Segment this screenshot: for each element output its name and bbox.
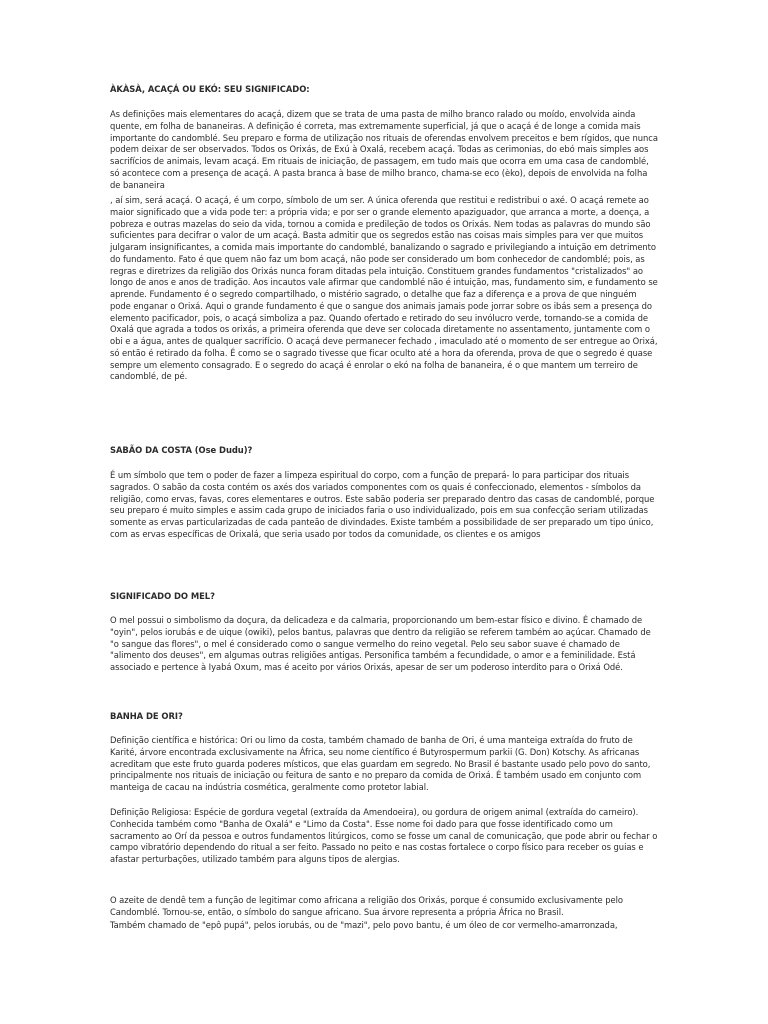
paragraph-ori-religiosa: Definição Religiosa: Espécie de gordura vegetal (extraída da Amendoeira), ou gordura de origem animal (extraída do carneiro). Conhecida também como "Banha de Oxalá" e "Limo da Costa". Esse nome foi dado para que fosse identificado como um sacramento ao Orí da pessoa e outros fundamentos litúrgicos, como se fosse um canal de comunicação, que pode abrir ou fechar o campo vibratório dependendo do ritual a ser feito. Passado no peito e nas costas fortalece o corpo físico para receber os guias e afastar perturbações, utilizado também para alguns tipos de alergias.: [110, 807, 658, 864]
paragraph-dende-intro: O azeite de dendê tem a função de legitimar como africana a religião dos Orixás, porque é consumido exclusivamente pelo Candomblé. Tornou-se, então, o símbolo do sangue africano. Sua árvore representa a própria África no Brasil.: [110, 895, 623, 917]
section-heading-sabao: SABÃO DA COSTA (Ose Dudu)?: [110, 445, 253, 455]
paragraph-ori-cientifica: Definição científica e histórica: Ori ou limo da costa, também chamado de banha de Ori, é uma manteiga extraída do fruto de Karité, árvore encontrada exclusivamente na África, seu nome científico é Butyrospermum parkii (G. Don) Kotschy. As africanas acreditam que este fruto guarda poderes místicos, que elas guardam em segredo. No Brasil é bastante usado pelo povo do santo, principalmente nos rituais de iniciação ou feitura de santo e no preparo da comida de Orixá. É também usado em conjunto com manteiga de cacau na indústria cosmética, geralmente como protetor labial.: [110, 735, 651, 792]
section-heading-mel: SIGNIFICADO DO MEL?: [110, 591, 215, 601]
paragraph-akasa-body: , aí sim, será acaçá. O acaçá, é um corpo, símbolo de um ser. A única oferenda que restitui e redistribui o axé. O acaçá remete ao maior significado que a vida pode ter: a própria vida; e por ser o grande elemento apaziguador, que arranca a morte, a doença, a pobreza e outras mazelas do seio da vida, tornou a comida e predileção de todos os Orixás. Nem todas as palavras do mundo são suficientes para decifrar o valor de um acaçá. Basta admitir que os segredos estão nas coisas mais simples para ver que muitos julgaram insignificantes, a comida mais importante do candomblé, banalizando o sagrado e privilegiando a intuição em detrimento do fundamento. Fato é que quem não faz um bom acaçá, não pode ser considerado um bom conhecedor de candomblé; pois, as regras e diretrizes da religião dos Orixás nunca foram ditadas pela intuição. Constituem grandes fundamentos "cristalizados" ao longo de anos e anos de tradição. Aos incautos vale afirmar que candomblé não é intuição, mas, fundamento sim, e fundamento se aprende. Fundamento é o segredo compartilhado, o mistério sagrado, o detalhe que faz a diferença e a prova de que ninguém pode enganar o Orixá. Aqui o grande fundamento é que o sangue dos animais jamais pode jorrar sobre os ibás sem a presença do elemento pacificador, pois, o acaçá simboliza a paz. Quando ofertado e retirado do seu invólucro verde, tornando-se a comida de Oxalá que agrada a todos os orixás, a primeira oferenda que deve ser colocada diretamente no assentamento, juntamente com o obi e a água, antes de qualquer sacrifício. O acaçá deve permanecer fechado , imaculado até o momento de ser entregue ao Orixá, só então é retirado da folha. É como se o sagrado tivesse que ficar oculto até a hora da oferenda, prova de que o segredo é quase sempre um elemento consagrado. E o segredo do acaçá é enrolar o ekó na folha de bananeira, é o que mantem um terreiro de candomblé, de pé.: [110, 195, 658, 382]
paragraph-dende-continued: Também chamado de "epô pupá", pelos iorubás, ou de "mazi", pelo povo bantu, é um óleo de cor vermelho-amarronzada,: [110, 920, 618, 930]
paragraph-sabao: É um símbolo que tem o poder de fazer a limpeza espiritual do corpo, com a função de prepará- lo para participar dos rituais sagrados. O sabão da costa contém os axés dos variados componentes com os quais é confeccionado, elementos - símbolos da religião, como ervas, favas, cores elementares e outros. Este sabão poderia ser preparado dentro das casas de candomblé, porque seu preparo é muito simples e assim cada grupo de iniciados faria o uso individualizado, pois em sua confecção seriam utilizadas somente as ervas particularizadas de cada panteão de divindades. Existe também a possibilidade de ser preparado um tipo único, com as ervas específicas de Orixalá, que seria usado por todos da comunidade, os clientes e os amigos: [110, 470, 655, 539]
section-heading-ori: BANHA DE ORI?: [110, 711, 183, 721]
paragraph-akasa-intro: As definições mais elementares do acaçá, dizem que se trata de uma pasta de milho branco ralado ou moído, envolvida ainda quente, em folha de bananeiras. A definição é correta, mas extremamente superficial, já que o acaçá é de longe a comida mais importante do candomblé. Seu preparo e forma de utilização nos rituais de oferendas envolvem preceitos e bem rígidos, que nunca podem deixar de ser observados. Todos os Orixás, de Exú à Oxalá, recebem acaçá. Todas as cerimonias, do ebó mais simples aos sacrifícios de animais, levam acaçá. Em rituais de iniciação, de passagem, em tudo mais que ocorra em uma casa de candomblé, só acontece com a presença de acaçá. A pasta branca à base de milho branco, chama-se eco (èko), depois de envolvida na folha de bananeira: [110, 109, 658, 190]
paragraph-mel: O mel possui o simbolismo da doçura, da delicadeza e da calmaria, proporcionando um bem-estar físico e divino. É chamado de "oyin", pelos iorubás e de uique (owiki), pelos bantus, palavras que dentro da religião se referem também ao açúcar. Chamado de "o sangue das flores", o mel é considerado como o sangue vermelho do reino vegetal. Pelo seu sabor suave é chamado de "alimento dos deuses", em algumas outras religiões antigas. Personifica também a fecundidade, o amor e a feminilidade. Está associado e pertence à Iyabá Oxum, mas é aceito por vários Orixás, apesar de ser um poderoso interdito para o Orixá Odé.: [110, 615, 651, 672]
section-heading-akasa: ÀKÀSÀ, ACAÇÁ OU EKÓ: SEU SIGNIFICADO:: [110, 84, 310, 94]
